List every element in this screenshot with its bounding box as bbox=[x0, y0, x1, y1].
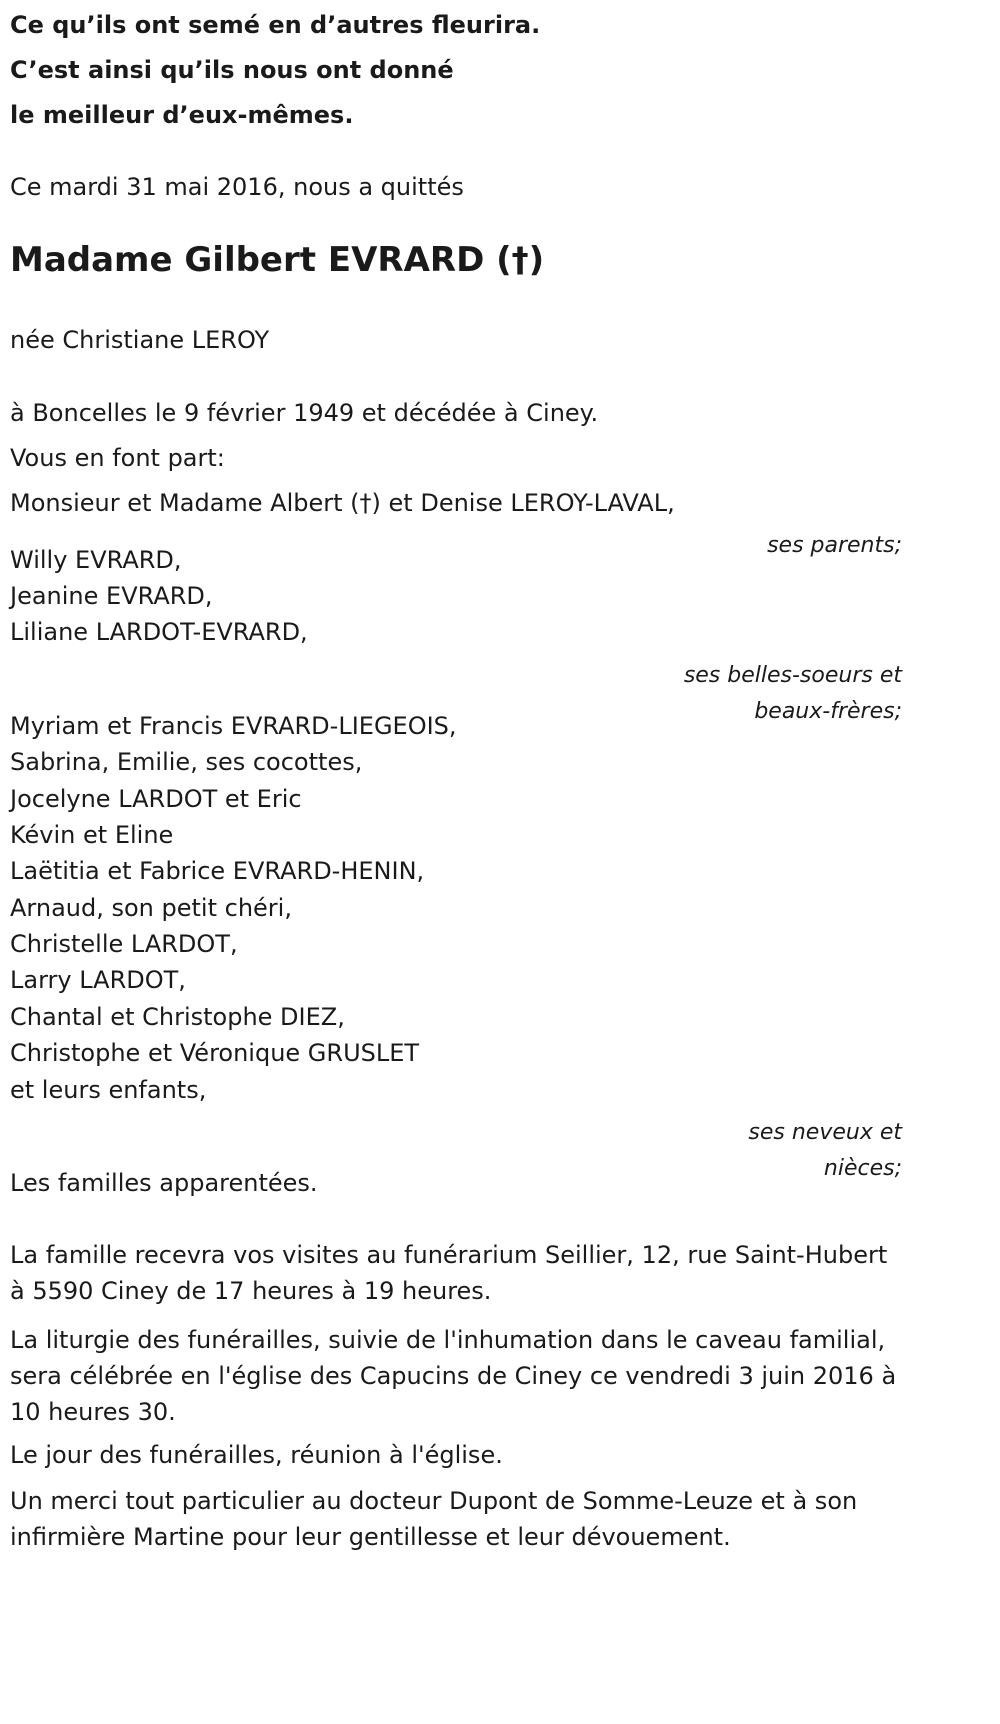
nephew-line-7: Christelle LARDOT, bbox=[10, 930, 238, 958]
nephew-line-11: et leurs enfants, bbox=[10, 1076, 207, 1104]
nephew-line-5: Laëtitia et Fabrice EVRARD-HENIN, bbox=[10, 857, 425, 885]
sibling-in-law-3: Liliane LARDOT-EVRARD, bbox=[10, 618, 308, 646]
visits-paragraph: La famille recevra vos visites au funérarium Seillier, 12, rue Saint-Hubert à 5590 Ciney de 17 heures à 19 heures. bbox=[10, 1241, 888, 1305]
nephew-line-3: Jocelyne LARDOT et Eric bbox=[10, 785, 302, 813]
parents-role: ses parents; bbox=[767, 533, 902, 558]
nephews-role-line-1: ses neveux et bbox=[748, 1120, 902, 1145]
nephew-line-2: Sabrina, Emilie, ses cocottes, bbox=[10, 748, 363, 776]
quote-line-3: le meilleur d’eux-mêmes. bbox=[10, 101, 354, 129]
thanks-paragraph: Un merci tout particulier au docteur Dupont de Somme-Leuze et à son infirmière Martine pour leur gentillesse et leur dévouement. bbox=[10, 1487, 858, 1551]
parents-name: Monsieur et Madame Albert (†) et Denise LEROY-LAVAL, bbox=[10, 489, 675, 517]
nephew-line-9: Chantal et Christophe DIEZ, bbox=[10, 1003, 345, 1031]
intro: Vous en font part: bbox=[10, 444, 225, 472]
nephew-line-10: Christophe et Véronique GRUSLET bbox=[10, 1039, 420, 1067]
deceased-name: Madame Gilbert EVRARD (†) bbox=[10, 240, 545, 280]
quote-line-2: C’est ainsi qu’ils nous ont donné bbox=[10, 56, 454, 84]
quote-line-1: Ce qu’ils ont semé en d’autres fleurira. bbox=[10, 11, 541, 39]
nephew-line-8: Larry LARDOT, bbox=[10, 966, 186, 994]
liturgy-paragraph: La liturgie des funérailles, suivie de l'inhumation dans le caveau familial, sera célébrée en l'église des Capucins de Ciney ce vendredi 3 juin 2016 à 10 heures 30. bbox=[10, 1326, 897, 1426]
nephew-line-4: Kévin et Eline bbox=[10, 821, 174, 849]
sibling-in-law-1: Willy EVRARD, bbox=[10, 546, 182, 574]
nephew-line-6: Arnaud, son petit chéri, bbox=[10, 894, 292, 922]
sibling-in-law-2: Jeanine EVRARD, bbox=[10, 582, 213, 610]
siblings-role-line-1: ses belles-soeurs et bbox=[683, 663, 902, 688]
announcement: Ce mardi 31 mai 2016, nous a quittés bbox=[10, 173, 464, 201]
nephews-role-line-2: nièces; bbox=[823, 1156, 902, 1181]
meeting-paragraph: Le jour des funérailles, réunion à l'église. bbox=[10, 1441, 503, 1469]
siblings-role-line-2: beaux-frères; bbox=[754, 699, 902, 724]
maiden-name: née Christiane LEROY bbox=[10, 326, 270, 354]
families: Les familles apparentées. bbox=[10, 1169, 318, 1197]
nephew-line-1: Myriam et Francis EVRARD-LIEGEOIS, bbox=[10, 712, 457, 740]
birth-death: à Boncelles le 9 février 1949 et décédée à Ciney. bbox=[10, 399, 599, 427]
